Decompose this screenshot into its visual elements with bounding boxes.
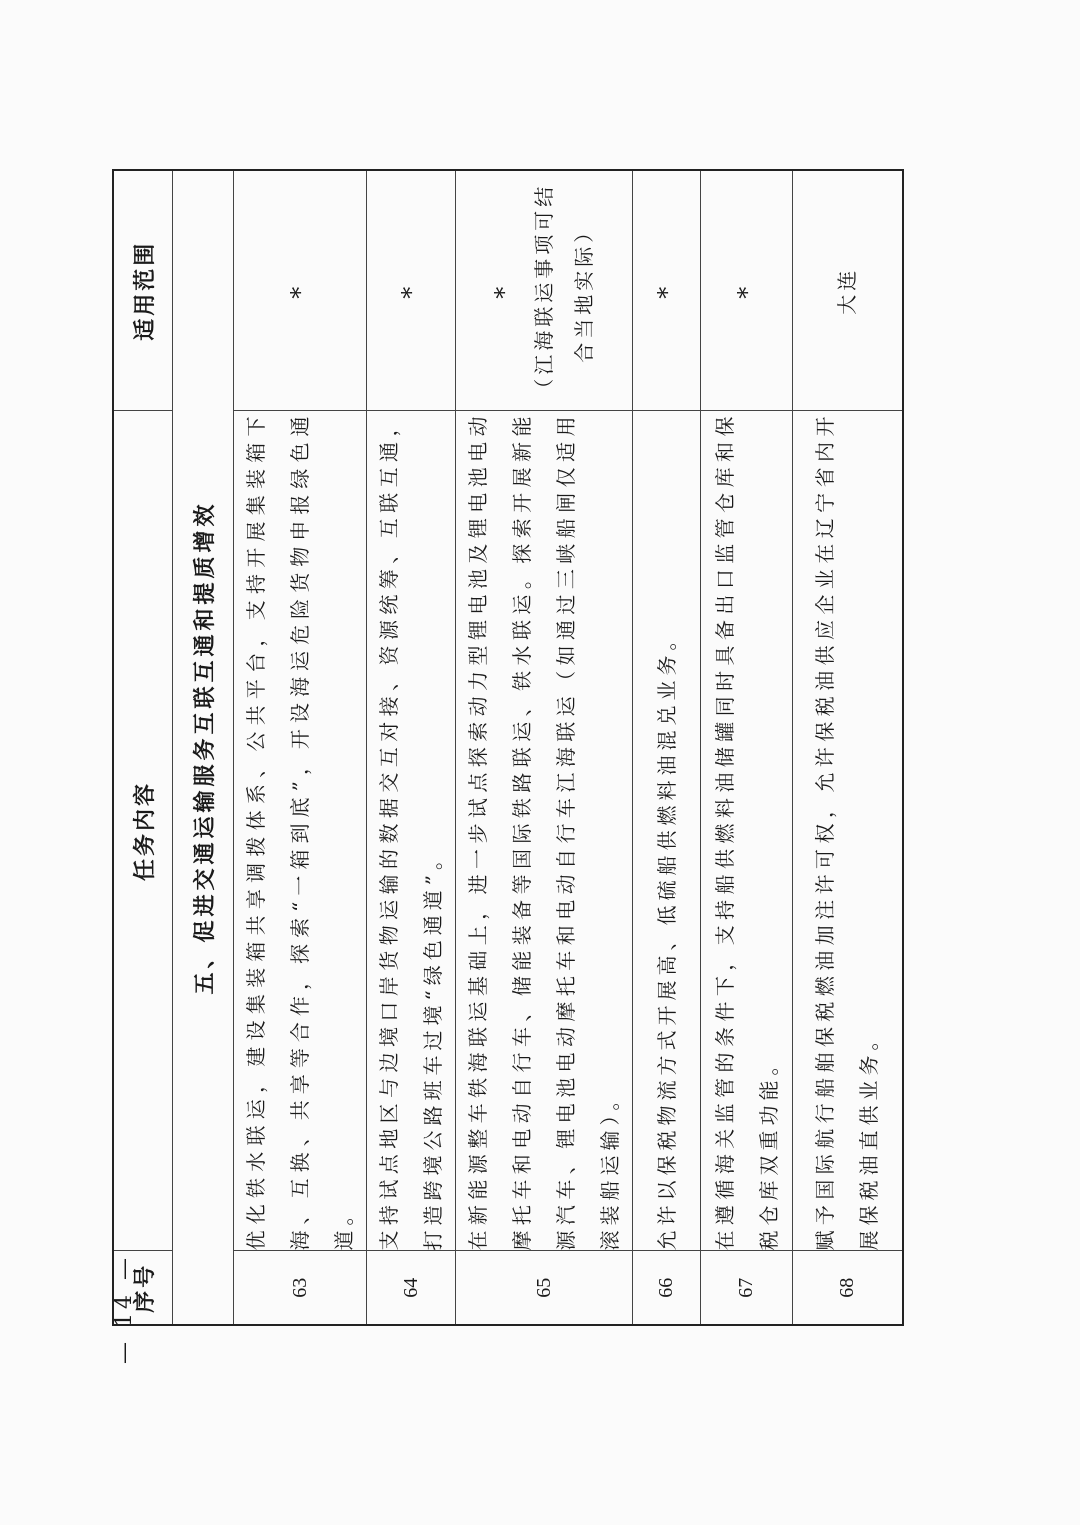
page-number: — 14 — (112, 1254, 137, 1364)
table-row (633, 170, 701, 1325)
header-content: 任务内容 (113, 411, 173, 1251)
header-number: 序号 (113, 1251, 173, 1325)
table-header-row (113, 170, 173, 1325)
task-table (112, 169, 904, 1326)
row-content: 允许以保税物流方式开展高、低硫船供燃料油混兑业务。 (633, 411, 701, 1251)
row-number: 68 (793, 1251, 903, 1325)
row-content: 在遵循海关监管的条件下，支持船供燃料油储罐同时具备出口监管仓库和保税仓库双重功能。 (701, 411, 793, 1251)
scope-mark: 大连 (835, 266, 860, 315)
row-content: 优化铁水联运，建设集装箱共享调拨体系、公共平台，支持开展集装箱下海、互换、共享等合作，探索“一箱到底”，开设海运危险货物申报绿色通道。 (234, 411, 367, 1251)
row-scope (633, 170, 701, 411)
scope-mark: * (652, 282, 681, 299)
scope-note: （江海联运事项可结合当地实际） (532, 182, 596, 399)
table-row (701, 170, 793, 1325)
row-scope (367, 170, 456, 411)
row-content: 在新能源整车铁海联运基础上，进一步试点探索动力型锂电池及锂电池电动摩托车和电动自行车、储能装备等国际铁路联运、铁水联运。探索开展新能源汽车、锂电池电动摩托车和电动自行车江海联运（如通过三峡船闸仅适用滚装船运输）。 (456, 411, 633, 1251)
row-number: 63 (234, 1251, 367, 1325)
table-row (793, 170, 903, 1325)
row-number: 64 (367, 1251, 456, 1325)
scope-mark: * (490, 282, 518, 299)
scope-mark: * (397, 282, 425, 299)
scope-mark: * (286, 282, 314, 299)
row-scope (793, 170, 903, 411)
row-number: 65 (456, 1251, 633, 1325)
row-number: 66 (633, 1251, 701, 1325)
row-content: 赋予国际航行船舶保税燃油加注许可权，允许保税油供应企业在辽宁省内开展保税油直供业务。 (793, 411, 903, 1251)
rotated-page (112, 171, 882, 1326)
table-row (234, 170, 367, 1325)
section-row (173, 170, 234, 1325)
table-row (367, 170, 456, 1325)
table-row (456, 170, 633, 1325)
header-scope: 适用范围 (113, 170, 173, 411)
row-content: 支持试点地区与边境口岸货物运输的数据交互对接、资源统筹、互联互通，打造跨境公路班车过境“绿色通道”。 (367, 411, 456, 1251)
row-scope (701, 170, 793, 411)
scope-mark: * (732, 282, 761, 299)
row-scope (456, 170, 633, 411)
section-title: 五、促进交通运输服务互联互通和提质增效 (173, 170, 234, 1325)
row-scope (234, 170, 367, 411)
row-number: 67 (701, 1251, 793, 1325)
